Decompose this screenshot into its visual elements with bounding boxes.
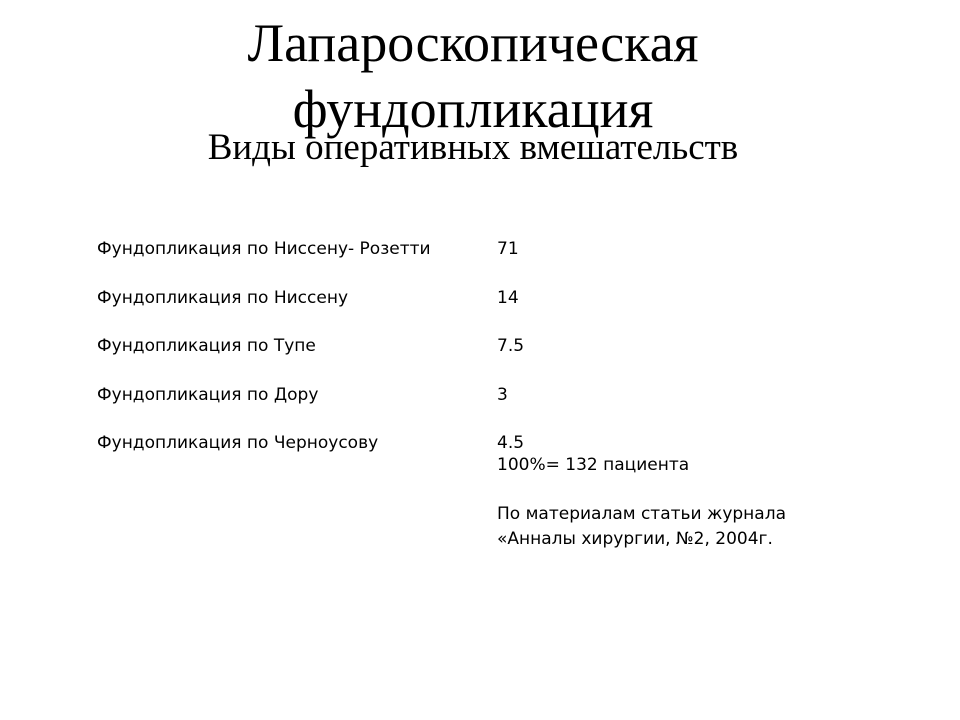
procedure-name: Фундопликация по Ниссену- Розетти	[97, 239, 431, 259]
notes-block	[497, 453, 786, 552]
procedure-value: 7.5	[497, 336, 525, 356]
source-line-2: «Анналы хирургии, №2, 2004г.	[497, 529, 773, 549]
total-note: 100%= 132 пациента	[497, 455, 690, 475]
procedure-name: Фундопликация по Ниссену	[97, 288, 349, 308]
procedure-value: 3	[497, 385, 508, 405]
slide-title	[0, 10, 946, 142]
procedure-name: Фундопликация по Тупе	[97, 336, 316, 356]
procedure-value: 71	[497, 239, 519, 259]
procedure-name: Фундопликация по Дору	[97, 385, 319, 405]
spacer	[497, 478, 786, 502]
procedure-value: 4.5	[497, 433, 525, 453]
procedure-name: Фундопликация по Черноусову	[97, 433, 379, 453]
procedure-value: 14	[497, 288, 519, 308]
slide-title-line-1: Лапароскопическая	[247, 13, 699, 73]
slide-title-line-2: фундопликация	[292, 79, 654, 139]
source-line-1: По материалам статьи журнала	[497, 504, 786, 524]
slide-subtitle: Виды оперативных вмешательств	[207, 127, 739, 168]
